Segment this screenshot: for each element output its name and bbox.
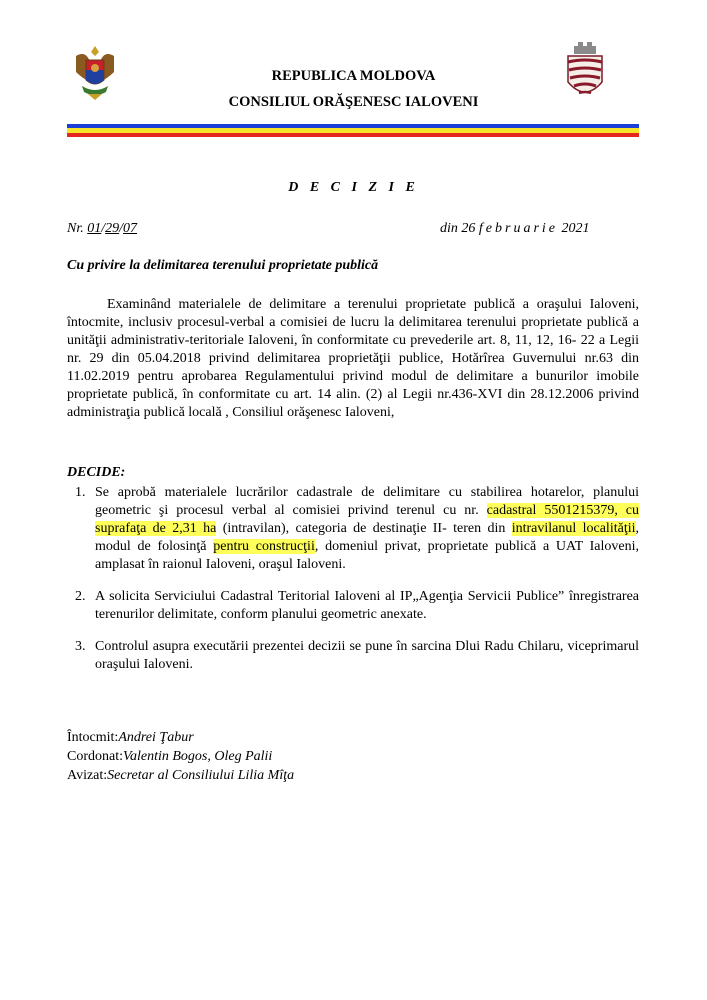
highlight-constructii: pentru construcţii	[213, 539, 315, 554]
nr-part-1: 01	[87, 221, 102, 236]
item-1-text-c: , modul de folosinţă	[95, 521, 639, 554]
item-1-text-a: Se aprobă materialele lucrărilor cadastrale de delimitare cu stabilirea hotarelor, planului geometric şi procesul verbal al comisiei privind terenul cu nr.	[95, 485, 639, 518]
nr-part-2: 29	[105, 221, 120, 236]
avizat-name: Secretar al Consiliului Lilia Mîţa	[107, 768, 295, 783]
item-1-text-d: , domeniul privat, proprietate publică a UAT Ialoveni, amplasat în raionul Ialoveni, oraşul Ialoveni.	[95, 539, 639, 572]
date-month: februarie	[478, 221, 558, 236]
avizat-line	[67, 766, 294, 785]
cordonat-label: Cordonat:	[67, 749, 123, 764]
document-title: D E C I Z I E	[288, 180, 419, 195]
decision-subject: Cu privire la delimitarea terenului proprietate publică	[67, 258, 379, 273]
avizat-label: Avizat:	[67, 768, 108, 783]
signatures-block	[67, 728, 294, 785]
date-prefix: din 26	[440, 221, 479, 236]
nr-prefix: Nr.	[67, 221, 88, 236]
highlight-cadastral: cadastral 5501215379, cu suprafaţa de 2,31 ha	[95, 503, 639, 536]
nr-part-3: 07	[123, 221, 138, 236]
decision-date	[440, 221, 590, 237]
decision-item-1	[67, 484, 639, 574]
date-year: 2021	[558, 221, 590, 236]
intocmit-line	[67, 728, 294, 747]
header-country: REPUBLICA MOLDOVA	[271, 68, 436, 84]
item-number: 1.	[75, 485, 86, 500]
cordonat-name: Valentin Bogos, Oleg Palii	[123, 749, 273, 764]
item-2-text: A solicita Serviciului Cadastral Teritorial Ialoveni al IP„Agenţia Servicii Publice” înregistrarea terenurilor delimitate, conform planului geometric anexate.	[95, 589, 639, 622]
decision-items	[67, 484, 639, 674]
preamble-text: Examinând materialele de delimitare a terenului proprietate publică a oraşului Ialoveni, întocmite, inclusiv procesul-verbal a comisiei de lucru la delimitarea terenului proprietate publică a unităţii administrativ-teritoriale Ialoveni, în conformitate cu prevederile art. 8, 11, 12, 16- 22 a Legii nr. 29 din 05.04.2018 privind delimitarea proprietăţii publice, Hotărîrea Guvernului nr.63 din 11.02.2019 pentru aprobarea Regulamentului privind modul de delimitare a bunurilor imobile proprietate publică, în conformitate cu art. 14 alin. (2) al Legii nr.436-XVI din 28.12.2006 privind administraţia publică locală , Consiliul orăşenesc Ialoveni,	[67, 297, 639, 420]
item-3-text: Controlul asupra executării prezentei decizii se pune în sarcina Dlui Radu Chilaru, viceprimarul oraşului Ialoveni.	[95, 639, 639, 672]
tricolor-stripe	[67, 124, 639, 137]
cordonat-line	[67, 747, 294, 766]
item-number: 2.	[75, 589, 86, 604]
decision-number: Nr. 01/29/07	[67, 221, 138, 236]
preamble-paragraph	[67, 296, 639, 422]
header-council: CONSILIUL ORĂŞENESC IALOVENI	[228, 94, 479, 110]
item-1-text-b: (intravilan), categoria de destinaţie II- teren din	[216, 521, 512, 536]
decide-label: DECIDE:	[67, 465, 126, 480]
decision-item-2	[67, 588, 639, 624]
intocmit-label: Întocmit:	[67, 730, 119, 745]
stripe-red	[67, 133, 639, 137]
item-number: 3.	[75, 639, 86, 654]
highlight-intravilan: intravilanul localităţii	[511, 521, 636, 536]
intocmit-name: Andrei Ţabur	[118, 730, 194, 745]
decision-item-3	[67, 638, 639, 674]
